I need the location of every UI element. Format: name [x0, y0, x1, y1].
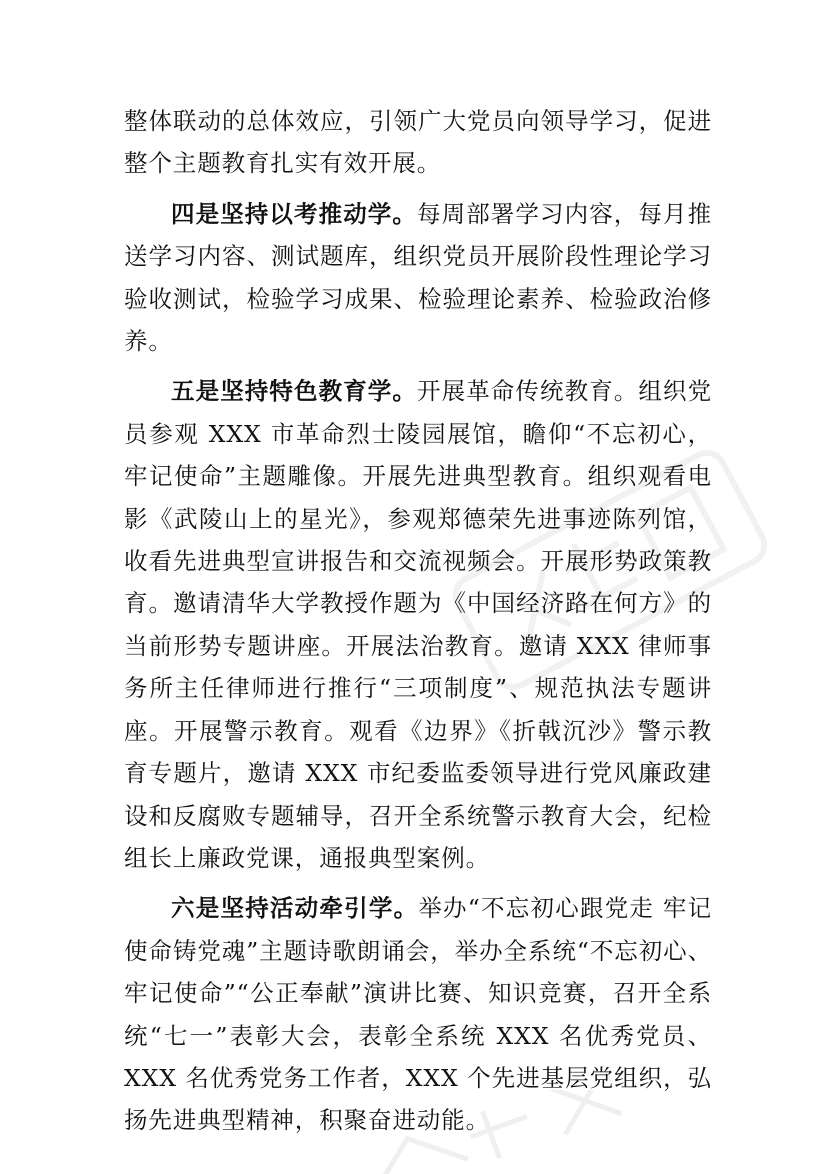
- document-body: [124, 100, 712, 1150]
- paragraph-continued: [124, 100, 712, 185]
- paragraph-text: 每周部署学习内容，每月推送学习内容、测试题库，组织党员开展阶段性理论学习验收测试，检验学习成果、检验理论素养、检验政治修养。: [124, 199, 712, 356]
- paragraph-text: 开展革命传统教育。组织党员参观 XXX 市革命烈士陵园展馆，瞻仰“不忘初心，牢记使命”主题雕像。开展先进典型教育。组织观看电影《武陵山上的星光》，参观郑德荣先进事迹陈列馆，收看先进典型宣讲报告和交流视频会。开展形势政策教育。邀请清华大学教授作题为《中国经济路在何方》的当前形势专题讲座。开展法治教育。邀请 XXX 律师事务所主任律师进行推行“三项制度”、规范执法专题讲座。开展警示教育。观看《边界》《折戟沉沙》警示教育专题片，邀请 XXX 市纪委监委领导进行党风廉政建设和反腐败专题辅导，召开全系统警示教育大会，纪检组长上廉政党课，通报典型案例。: [124, 377, 712, 872]
- paragraph-heading: 四是坚持以考推动学。: [171, 199, 417, 228]
- paragraph-exam-driven-study: [124, 193, 712, 363]
- paragraph-special-education-study: [124, 370, 712, 879]
- paragraph-heading: 六是坚持活动牵引学。: [171, 894, 419, 923]
- paragraph-text: 举办“不忘初心跟党走 牢记使命铸党魂”主题诗歌朗诵会，举办全系统“不忘初心、牢记使命”“公正奉献”演讲比赛、知识竞赛，召开全系统“七一”表彰大会，表彰全系统 XXX 名优秀党员、XXX 名优秀党务工作者，XXX 个先进基层党组织，弘扬先进典型精神，积聚奋进动能。: [124, 894, 713, 1135]
- paragraph-heading: 五是坚持特色教育学。: [171, 377, 417, 406]
- paragraph-activity-driven-study: [124, 887, 712, 1141]
- paragraph-text: 整体联动的总体效应，引领广大党员向领导学习，促进整个主题教育扎实有效开展。: [124, 107, 712, 178]
